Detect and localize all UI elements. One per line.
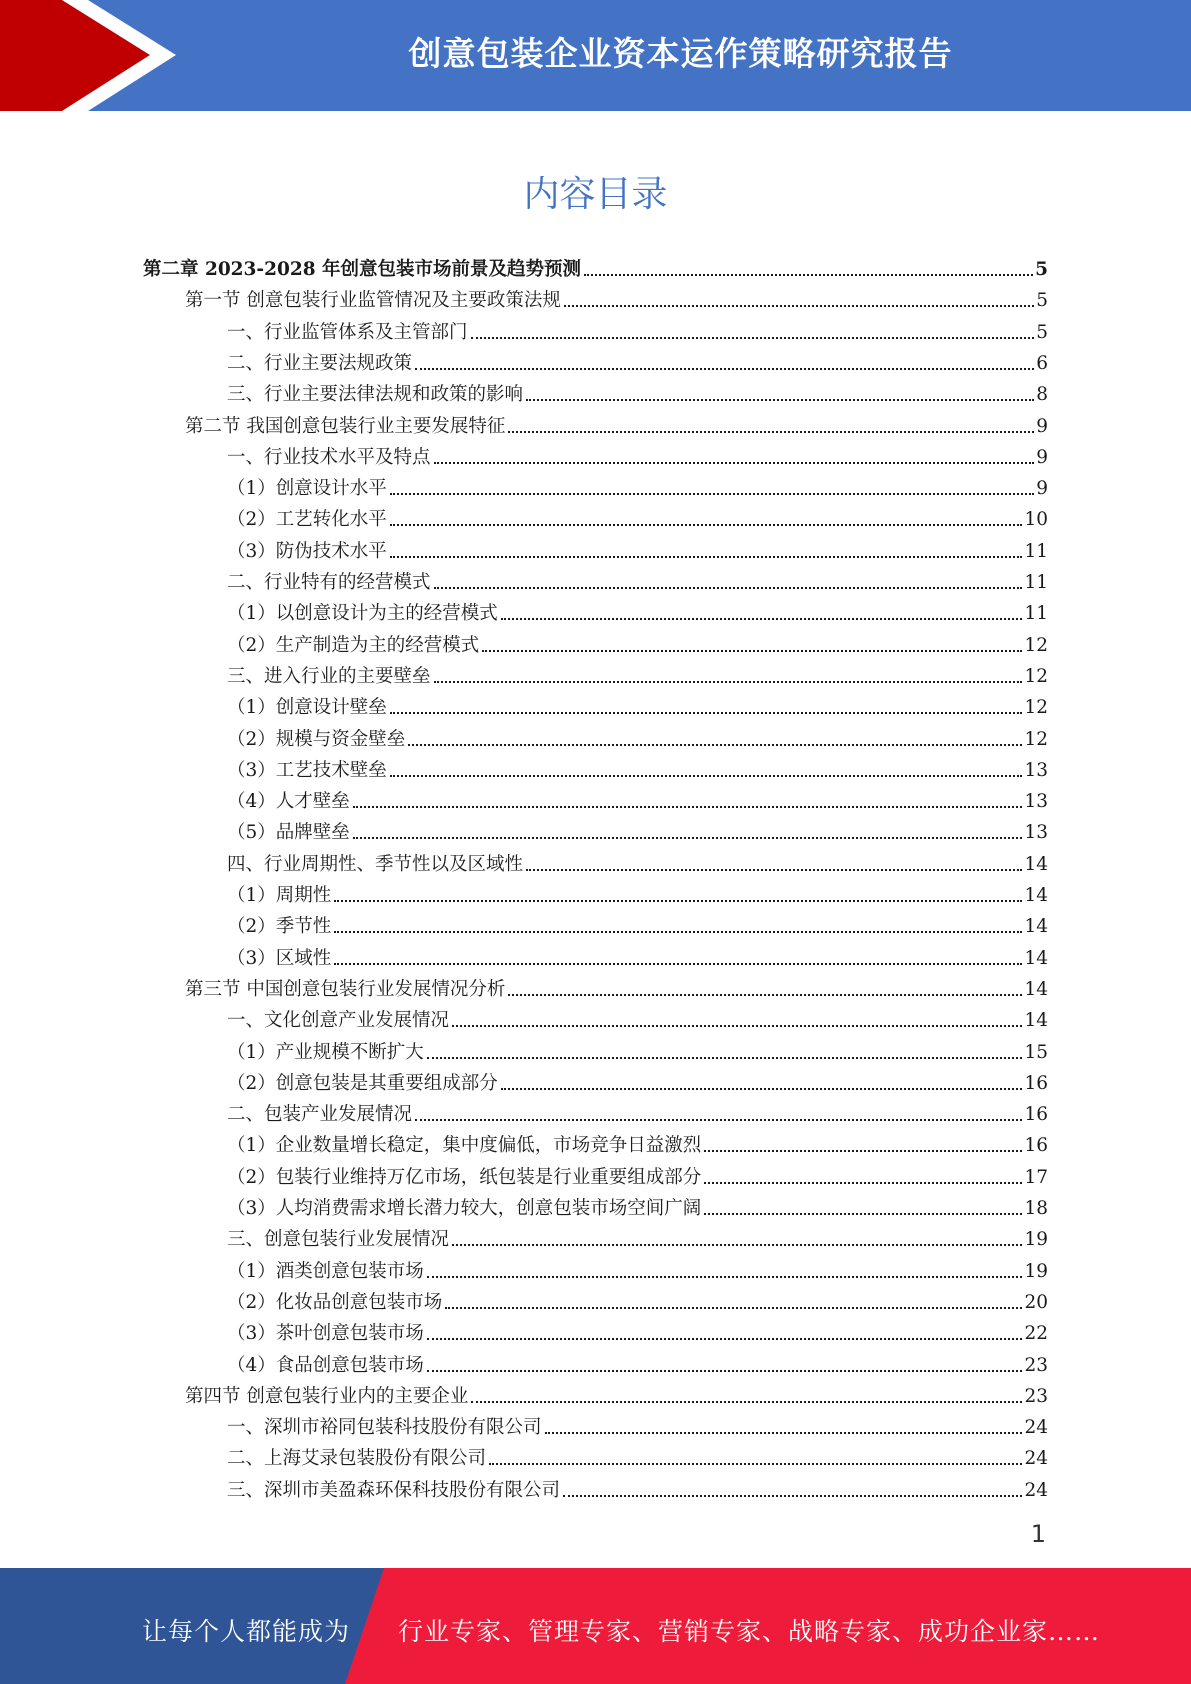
toc-leader-dots [704, 1150, 1022, 1152]
toc-entry-title: 二、上海艾录包装股份有限公司 [227, 1448, 487, 1470]
toc-leader-dots [390, 712, 1023, 714]
toc-entry-page: 10 [1024, 509, 1048, 531]
toc-entry-page: 14 [1024, 885, 1048, 906]
page-footer [0, 1568, 1191, 1684]
toc-entry-title: （2）创意包装是其重要组成部分 [227, 1072, 498, 1094]
toc-leader-dots [501, 1088, 1023, 1090]
toc-leader-dots [564, 305, 1034, 307]
toc-entry-page: 6 [1036, 352, 1048, 374]
toc-entry[interactable] [227, 473, 1048, 501]
toc-entry[interactable] [227, 598, 1048, 626]
toc-entry[interactable] [227, 1256, 1048, 1284]
toc-entry-title: （3）工艺技术壁垒 [227, 759, 387, 781]
toc-entry-title: 四、行业周期性、季节性以及区域性 [227, 853, 524, 875]
footer-slogan-right: 行业专家、管理专家、营销专家、战略专家、成功企业家…… [398, 1617, 1101, 1646]
toc-entry[interactable] [227, 1130, 1048, 1158]
toc-leader-dots [353, 837, 1023, 839]
toc-entry-title: （3）防伪技术水平 [227, 540, 387, 562]
toc-leader-dots [427, 1057, 1023, 1059]
toc-leader-dots [334, 931, 1022, 933]
toc-leader-dots [489, 1463, 1022, 1465]
toc-entry[interactable] [227, 1475, 1048, 1503]
toc-entry-page: 17 [1024, 1166, 1048, 1188]
toc-entry[interactable] [227, 724, 1048, 752]
toc-entry-page: 11 [1024, 572, 1048, 593]
toc-entry[interactable] [227, 567, 1048, 595]
toc-leader-dots [704, 1182, 1022, 1184]
toc-entry-page: 15 [1024, 1041, 1048, 1063]
toc-entry[interactable] [227, 1318, 1048, 1346]
toc-entry-title: 二、行业特有的经营模式 [227, 572, 431, 593]
toc-entry-title: 二、行业主要法规政策 [227, 352, 413, 374]
toc-entry-title: （2）包装行业维持万亿市场，纸包装是行业重要组成部分 [227, 1166, 702, 1188]
toc-entry-page: 14 [1024, 947, 1048, 969]
toc-leader-dots [434, 462, 1035, 464]
toc-entry-title: 二、包装产业发展情况 [227, 1104, 413, 1126]
toc-leader-dots [427, 1338, 1023, 1340]
toc-entry[interactable] [227, 943, 1048, 971]
toc-leader-dots [526, 399, 1034, 401]
toc-leader-dots [408, 744, 1022, 746]
toc-leader-dots [445, 1307, 1022, 1309]
toc-leader-dots [545, 1432, 1023, 1434]
toc-entry-title: （1）产业规模不断扩大 [227, 1041, 424, 1063]
toc-entry-title: 一、文化创意产业发展情况 [227, 1010, 450, 1032]
toc-entry-page: 13 [1024, 759, 1048, 781]
toc-entry-page: 24 [1024, 1417, 1048, 1439]
toc-entry-page: 24 [1024, 1448, 1048, 1470]
toc-leader-dots [434, 587, 1023, 589]
toc-entry-page: 14 [1024, 1010, 1048, 1032]
toc-entry-page: 5 [1035, 259, 1048, 280]
toc-leader-dots [584, 274, 1033, 276]
toc-entry[interactable] [227, 661, 1048, 689]
toc-entry[interactable] [227, 1350, 1048, 1378]
toc-entry-page: 19 [1024, 1229, 1048, 1251]
toc-entry[interactable] [227, 379, 1048, 407]
toc-entry-page: 11 [1024, 540, 1048, 562]
toc-entry-page: 11 [1024, 603, 1048, 625]
toc-entry[interactable] [227, 1037, 1048, 1065]
toc-leader-dots [501, 618, 1023, 620]
toc-entry-page: 16 [1024, 1072, 1048, 1094]
toc-entry[interactable] [185, 285, 1048, 313]
toc-entry-title: 第四节 创意包装行业内的主要企业 [185, 1385, 469, 1407]
toc-entry[interactable] [143, 254, 1048, 282]
toc-entry-page: 8 [1036, 384, 1048, 406]
toc-entry[interactable] [227, 849, 1048, 877]
toc-entry-title: 三、深圳市美盈森环保科技股份有限公司 [227, 1479, 561, 1501]
toc-entry[interactable] [227, 317, 1048, 345]
toc-entry-page: 14 [1024, 916, 1048, 938]
toc-entry-page: 14 [1024, 978, 1048, 1000]
toc-entry-title: 第一节 创意包装行业监管情况及主要政策法规 [185, 290, 561, 312]
toc-leader-dots [390, 524, 1023, 526]
toc-leader-dots [704, 1213, 1022, 1215]
toc-leader-dots [390, 775, 1023, 777]
toc-entry-title: 三、创意包装行业发展情况 [227, 1229, 450, 1251]
toc-entry-page: 5 [1036, 321, 1048, 343]
toc-entry-page: 9 [1036, 478, 1048, 500]
toc-leader-dots [427, 1276, 1023, 1278]
toc-entry-page: 9 [1036, 446, 1048, 468]
toc-entry[interactable] [227, 442, 1048, 470]
toc-leader-dots [390, 493, 1034, 495]
toc-leader-dots [415, 368, 1034, 370]
toc-leader-dots [482, 650, 1022, 652]
toc-leader-dots [526, 869, 1022, 871]
toc-leader-dots [334, 900, 1022, 902]
toc-entry-title: （1）周期性 [227, 885, 332, 906]
toc-entry-page: 12 [1024, 634, 1048, 656]
toc-entry[interactable] [227, 755, 1048, 783]
toc-entry[interactable] [227, 1193, 1048, 1221]
toc-entry[interactable] [227, 536, 1048, 564]
toc-leader-dots [415, 1119, 1022, 1121]
toc-leader-dots [508, 994, 1022, 996]
toc-entry[interactable] [227, 880, 1048, 908]
toc-entry[interactable] [185, 974, 1048, 1002]
toc-entry-title: 三、行业主要法律法规和政策的影响 [227, 384, 524, 406]
toc-entry-title: 第二节 我国创意包装行业主要发展特征 [185, 415, 506, 437]
toc-entry-title: 三、进入行业的主要壁垒 [227, 665, 431, 687]
toc-entry-page: 23 [1024, 1354, 1048, 1376]
toc-entry[interactable] [227, 630, 1048, 658]
toc-entry[interactable] [227, 1224, 1048, 1252]
toc-entry-title: （2）规模与资金壁垒 [227, 728, 406, 750]
toc-entry-title: 一、行业技术水平及特点 [227, 446, 431, 468]
toc-entry-page: 20 [1024, 1291, 1048, 1313]
toc-heading: 内容目录 [523, 174, 668, 215]
toc-entry-page: 5 [1036, 290, 1048, 312]
toc-entry-page: 13 [1024, 822, 1048, 844]
toc-leader-dots [563, 1495, 1022, 1497]
toc-entry[interactable] [227, 692, 1048, 720]
toc-entry-title: （4）人才壁垒 [227, 791, 350, 813]
toc-entry-title: （1）企业数量增长稳定，集中度偏低，市场竞争日益激烈 [227, 1135, 702, 1157]
toc-entry[interactable] [227, 911, 1048, 939]
toc-entry[interactable] [227, 348, 1048, 376]
toc-entry[interactable] [227, 504, 1048, 532]
toc-entry-title: 一、行业监管体系及主管部门 [227, 321, 468, 343]
toc-entry-title: 第二章 2023-2028 年创意包装市场前景及趋势预测 [143, 259, 582, 280]
toc-entry-title: （3）茶叶创意包装市场 [227, 1323, 424, 1345]
toc-entry-page: 22 [1024, 1323, 1048, 1345]
toc-entry[interactable] [227, 1099, 1048, 1127]
toc-entry[interactable] [227, 1412, 1048, 1440]
page-header [0, 0, 1191, 111]
toc-entry[interactable] [227, 786, 1048, 814]
toc-entry-title: （2）化妆品创意包装市场 [227, 1291, 443, 1313]
toc-entry-title: （1）创意设计壁垒 [227, 697, 387, 719]
toc-entry[interactable] [185, 1381, 1048, 1409]
toc-entry-page: 13 [1024, 791, 1048, 813]
toc-entry-page: 23 [1024, 1385, 1048, 1407]
toc-entry-title: （1）创意设计水平 [227, 478, 387, 500]
report-title: 创意包装企业资本运作策略研究报告 [408, 34, 953, 73]
toc-leader-dots [390, 556, 1023, 558]
toc-entry-title: （3）区域性 [227, 947, 332, 969]
toc-entry-title: （4）食品创意包装市场 [227, 1354, 424, 1376]
toc-entry-title: （1）酒类创意包装市场 [227, 1260, 424, 1282]
toc-entry-page: 14 [1024, 853, 1048, 875]
toc-entry-title: （1）以创意设计为主的经营模式 [227, 603, 498, 625]
toc-entry-page: 12 [1024, 665, 1048, 687]
toc-entry[interactable] [227, 1287, 1048, 1315]
page-number: 1 [1030, 1520, 1046, 1548]
toc-leader-dots [452, 1244, 1022, 1246]
toc-leader-dots [508, 431, 1034, 433]
toc-entry[interactable] [227, 1068, 1048, 1096]
toc-entry[interactable] [227, 1443, 1048, 1471]
toc-entry-title: （2）季节性 [227, 916, 332, 938]
toc-leader-dots [427, 1370, 1023, 1372]
toc-entry-page: 12 [1024, 728, 1048, 750]
toc-entry-title: （5）品牌壁垒 [227, 822, 350, 844]
toc-leader-dots [471, 1401, 1022, 1403]
toc-entry[interactable] [227, 817, 1048, 845]
toc-entry-page: 16 [1024, 1135, 1048, 1157]
toc-leader-dots [353, 806, 1023, 808]
toc-entry[interactable] [185, 411, 1048, 439]
toc-entry-title: （2）生产制造为主的经营模式 [227, 634, 480, 656]
toc-leader-dots [434, 681, 1023, 683]
toc-leader-dots [452, 1025, 1022, 1027]
toc-leader-dots [471, 337, 1035, 339]
toc-entry-title: 第三节 中国创意包装行业发展情况分析 [185, 978, 506, 1000]
toc-entry-page: 18 [1024, 1198, 1048, 1219]
toc-entry[interactable] [227, 1005, 1048, 1033]
toc-leader-dots [334, 963, 1022, 965]
toc-entry-page: 12 [1024, 697, 1048, 719]
toc-entry-title: （2）工艺转化水平 [227, 509, 387, 531]
footer-slogan-left: 让每个人都能成为 [142, 1617, 351, 1646]
toc-entry-page: 19 [1024, 1260, 1048, 1282]
toc-entry-page: 16 [1024, 1104, 1048, 1126]
toc-entry-title: （3）人均消费需求增长潜力较大，创意包装市场空间广阔 [227, 1198, 702, 1219]
toc-entry[interactable] [227, 1162, 1048, 1190]
toc-entry-page: 9 [1036, 415, 1048, 437]
toc-entry-page: 24 [1024, 1479, 1048, 1501]
toc-entry-title: 一、深圳市裕同包装科技股份有限公司 [227, 1417, 542, 1439]
